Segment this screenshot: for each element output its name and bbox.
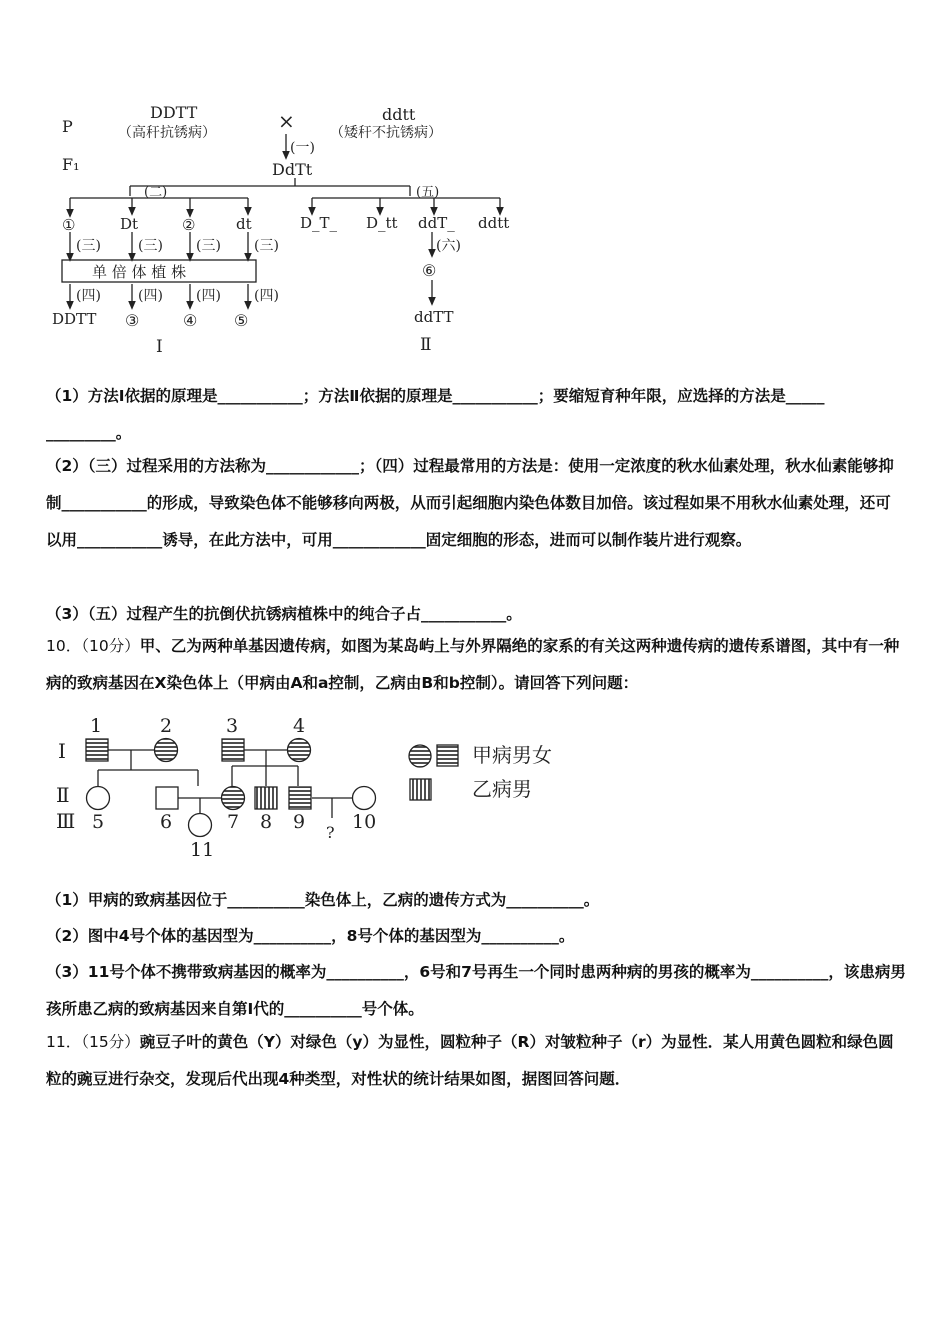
individual-3 [222,739,244,761]
step3-b: (三) [138,238,163,254]
ddtt-product: ddTT [414,308,454,326]
q11-intro [46,1024,906,1098]
num-7: 7 [227,811,240,833]
p2-desc: （矮秆不抗锈病） [330,125,442,141]
num-2: 2 [160,715,173,737]
q10-intro [46,628,906,702]
q11-text: 豌豆子叶的黄色（Y）对绿色（y）为显性，圆粒种子（R）对皱粒种子（r）为显性．某人用黄色圆粒和绿色圆粒的豌豆进行杂交，发现后代出现4种类型，对性状的统计结果如图，据图回答问题． [46,1033,894,1088]
f2-3: ddT_ [418,214,455,232]
pedigree-chart [0,710,950,860]
num-11: 11 [190,839,215,860]
q10-number: 10．（10分） [46,637,140,655]
f2-4: ddtt [478,214,510,232]
step6-label: (六) [436,238,461,254]
p2-genotype: ddtt [382,105,416,124]
gamete-2: Dt [120,215,139,233]
individual-10 [353,787,376,810]
p1-desc: （高秆抗锈病） [118,125,216,141]
step4-b: (四) [138,288,163,304]
gen-label-3: Ⅲ [56,809,76,833]
f2-2: D_tt [366,214,398,232]
legend-disease-b: 乙病男 [472,777,532,801]
method-2-label: Ⅱ [420,335,432,355]
step4-c: (四) [196,288,221,304]
step3-a: (三) [76,238,101,254]
p1-genotype: DDTT [150,103,198,122]
individual-6 [156,787,178,809]
step4-a: (四) [76,288,101,304]
product-4: ⑤ [234,311,249,330]
num-4: 4 [293,715,306,737]
legend-b-male-icon [410,779,431,800]
gamete-3: ② [182,216,196,234]
f1-genotype: DdTt [272,160,313,179]
step3-d: (三) [254,238,279,254]
product-1: DDTT [52,310,97,328]
num-6: 6 [160,811,173,833]
num-9: 9 [293,811,306,833]
legend-disease-a: 甲病男女 [472,743,552,767]
q10-part1: （1）甲病的致病基因位于__________染色体上，乙病的遗传方式为__________。 [46,891,600,909]
method-1-label: Ⅰ [156,337,163,357]
haploid-box-label: 单 倍 体 植 株 [92,263,187,281]
gen-label-1: Ⅰ [58,739,66,763]
individual-9 [289,787,311,809]
q10-text: 甲、乙为两种单基因遗传病，如图为某岛屿上与外界隔绝的家系的有关这两种遗传病的遗传系谱图，其中有一种病的致病基因在X染色体上（甲病由A和a控制，乙病由B和b控制）。请回答下列问题： [46,637,900,692]
step1-label: (一) [290,140,315,156]
num-1: 1 [90,715,103,737]
q10-part3: （3）11号个体不携带致病基因的概率为__________，6号和7号再生一个同时患两种病的男孩的概率为__________，该患病男孩所患乙病的致病基因来自第Ⅰ代的__________号个体。 [46,963,906,1018]
step3-c: (三) [196,238,221,254]
legend-female-icon [409,745,431,767]
gamete-1: ① [62,216,76,234]
cross-symbol: × [278,109,295,133]
individual-7 [222,787,245,810]
circle-6: ⑥ [422,261,437,280]
step4-d: (四) [254,288,279,304]
legend-male-icon [437,745,458,766]
q9-part1-line2: _________。 [46,424,132,442]
q9-part2: （2）（三）过程采用的方法称为____________；（四）过程最常用的方法是：使用一定浓度的秋水仙素处理，秋水仙素能够抑制___________的形成，导致染色体不能够移向两极，从而引起细胞内染色体数目加倍。该过程如果不用秋水仙素处理，还可以用___________诱导，在此方法中，可用____________固定细胞的形态，进而可以制作装片进行观察。 [46,457,894,549]
product-2: ③ [125,311,140,330]
q9-part3: （3）（五）过程产生的抗倒伏抗锈病植株中的纯合子占___________。 [46,605,522,623]
q10-part2: （2）图中4号个体的基因型为__________，8号个体的基因型为__________。 [46,927,575,945]
gamete-4: dt [236,215,252,233]
unknown-offspring: ? [326,823,335,842]
num-10: 10 [352,811,377,833]
step5-label: (五) [416,185,440,200]
num-3: 3 [226,715,239,737]
q9-part1 [46,378,906,452]
q11-number: 11．（15分） [46,1033,140,1051]
label-p: P [62,117,73,136]
individual-5 [87,787,110,810]
product-3: ④ [183,311,198,330]
q9-part1-line1: （1）方法Ⅰ依据的原理是___________；方法Ⅱ依据的原理是___________；要缩短育种年限，应选择的方法是_____ [46,387,825,405]
individual-2 [155,739,178,762]
breeding-diagram [0,0,950,370]
individual-4 [288,739,311,762]
label-f1: F₁ [62,155,80,174]
f2-1: D_T_ [300,214,338,232]
gen-label-2: Ⅱ [56,783,70,807]
num-5: 5 [92,811,105,833]
num-8: 8 [260,811,273,833]
individual-11 [189,814,212,837]
individual-1 [86,739,108,761]
individual-8 [255,787,277,809]
step2-label: (二) [144,185,168,200]
